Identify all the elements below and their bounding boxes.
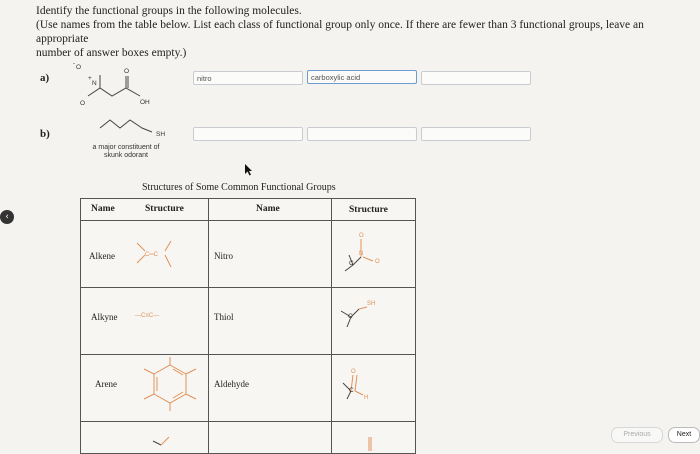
table-title: Structures of Some Common Functional Groups (142, 182, 336, 193)
alkyne-text: —C≡C— (135, 313, 160, 319)
caption-line-1: a major constituent of (92, 144, 160, 151)
row-aldehyde-name: Aldehyde (214, 379, 249, 389)
previous-button[interactable] (611, 427, 663, 443)
thiol-structure-icon (339, 297, 389, 331)
atom-plus: + (88, 75, 92, 82)
answer-b-3[interactable] (421, 127, 531, 141)
alkene-structure-icon (133, 237, 177, 271)
partial-structure-icon (149, 431, 179, 451)
part-a-molecule (74, 60, 174, 108)
part-b-molecule (96, 110, 176, 142)
row-thiol-name: Thiol (214, 312, 234, 322)
next-button-label: Next (676, 431, 692, 438)
alkene-cc-text: C═C (145, 252, 158, 258)
aldehyde-c-text: C (349, 387, 354, 394)
header-structure-2: Structure (349, 205, 388, 215)
atom-o2: O (124, 68, 130, 75)
question-line-2: (Use names from the table below. List each class of functional group only once. If there are fewer than 3 functional groups, leave an appropriate (36, 19, 644, 45)
answer-b-2[interactable] (307, 127, 417, 141)
part-a-label: a) (40, 72, 50, 84)
nitro-c-text: C (349, 260, 354, 267)
part-b-caption (72, 144, 180, 160)
aldehyde-structure-icon (339, 363, 385, 403)
row-alkyne-name: Alkyne (91, 312, 118, 322)
atom-n-plus: N (92, 80, 97, 87)
mouse-cursor-icon (243, 164, 253, 176)
header-structure-1: Structure (145, 204, 184, 214)
question-line-3: number of answer boxes empty.) (36, 47, 187, 59)
answer-a-1[interactable]: nitro (193, 71, 303, 85)
aldehyde-h-text: H (364, 395, 369, 401)
caption-line-2: skunk odorant (104, 152, 148, 159)
answer-b-1[interactable] (193, 127, 303, 141)
header-name-1: Name (91, 204, 115, 214)
nitro-o2-text: O (375, 259, 380, 265)
answer-a-3[interactable] (421, 71, 531, 85)
row-arene-name: Arene (95, 379, 117, 389)
atom-minus: - (73, 60, 76, 67)
alkyne-structure-icon (129, 307, 199, 321)
question-line-1: Identify the functional groups in the following molecules. (36, 5, 302, 17)
row-alkene-name: Alkene (89, 251, 115, 261)
nitro-o-text: O (359, 233, 364, 239)
nitro-n-text: N (359, 251, 364, 257)
question-text (36, 4, 686, 60)
partial-carbonyl-icon (361, 431, 381, 451)
thiol-c-text: C (348, 313, 353, 320)
thiol-sh-text: SH (367, 301, 376, 307)
atom-o: O (80, 100, 86, 107)
row-nitro-name: Nitro (214, 251, 233, 261)
aldehyde-o-text: O (351, 369, 356, 375)
previous-button-label: Previous (623, 431, 651, 438)
header-name-2: Name (256, 204, 280, 214)
atom-oh: OH (140, 99, 150, 106)
atom-sh: SH (156, 131, 166, 138)
part-b-label: b) (40, 128, 50, 140)
nitro-structure-icon (339, 231, 395, 277)
functional-groups-table (80, 198, 416, 454)
answer-a-2[interactable]: carboxylic acid (307, 70, 417, 84)
arene-structure-icon (139, 357, 201, 413)
side-collapse-arrow-icon[interactable]: ‹ (0, 210, 14, 224)
atom-o-minus: O (76, 64, 82, 71)
next-button[interactable] (668, 427, 700, 443)
